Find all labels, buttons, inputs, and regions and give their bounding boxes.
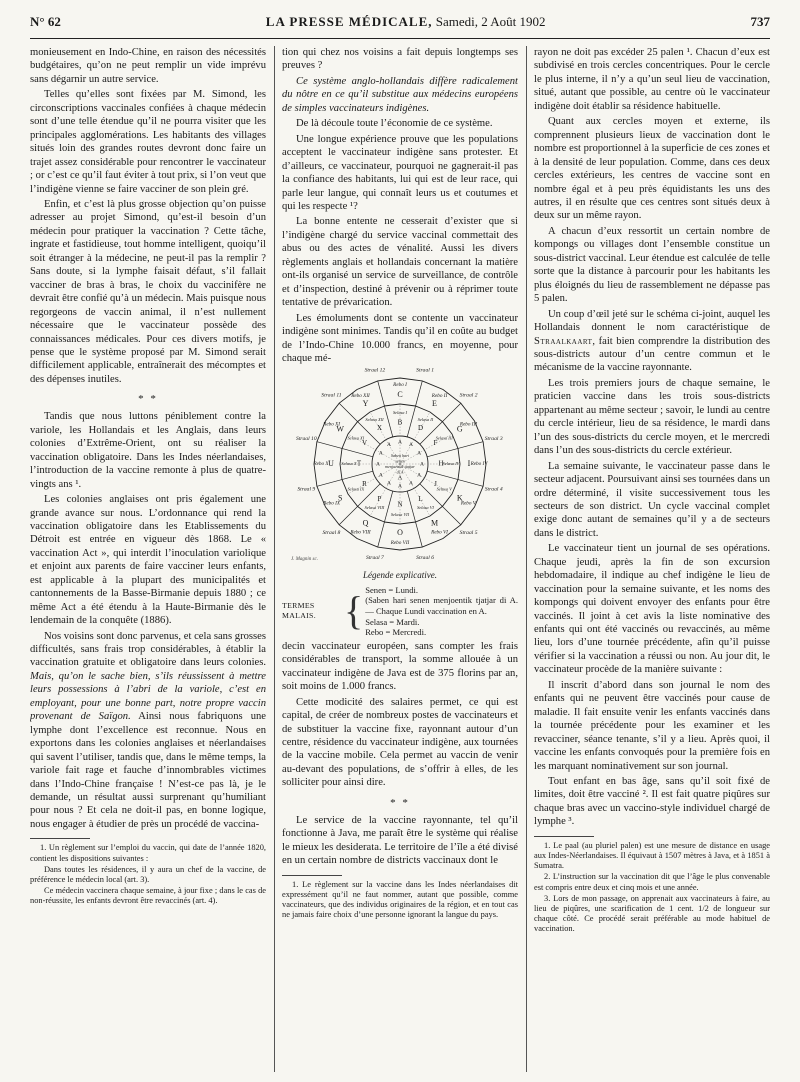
legend-title: Légende explicative. xyxy=(363,570,437,581)
outer-district-letter: Q xyxy=(362,519,369,529)
straalkaart-diagram xyxy=(285,368,515,568)
paragraph: monieusement en Indo-Chine, en raison des nécessités budgétaires, qu’on ne peut remplir un vide imprévu sans dégarnir un autre service. xyxy=(30,47,266,85)
straal-label: Straal 10 xyxy=(295,436,317,443)
outer-district-letter: O xyxy=(397,528,403,538)
column-2 xyxy=(282,46,518,1072)
legend-label: TERMES MALAIS. xyxy=(282,600,316,621)
paragraph xyxy=(282,75,518,115)
straal-label: Straal 5 xyxy=(459,530,478,537)
outer-district-letter: I xyxy=(467,459,471,469)
paragraph: Le vaccinateur tient un journal de ses opérations. Chaque jeudi, après la fin de son excursion hebdomadaire, il indique au chef indigène le lieu de vaccination pour la semaine suivante, et les noms des kompongs qui doivent envoyer des enfants pour être vaccinés. Il joint à cet avis la liste nominative des enfants qui ont été vaccinés ou revaccinés, au même lieu, lors d’une tournée précédente, afin qu’il puisse vérifier si la vaccination a réussi ou non. Au jour dit, le vaccinateur procède de la manière suivante : xyxy=(534,543,770,676)
middle-district-letter: X xyxy=(376,424,383,433)
middle-district-day: Selasa V xyxy=(436,486,452,492)
legend-brace: { xyxy=(344,588,364,634)
outer-district-day: Rebo VIII xyxy=(350,530,371,537)
inner-letter: A xyxy=(378,450,383,457)
legend-item: Selasa = Mardi. xyxy=(365,616,420,627)
middle-district-day: Selasa XII xyxy=(365,417,384,423)
middle-district-day: Selasa VII xyxy=(390,512,410,518)
middle-district-day: Selasa XI xyxy=(347,435,365,441)
outer-district-letter: K xyxy=(456,493,463,503)
text-run: , fait bien comprendre la distribution des sous-districts autour d’un centre commun et le mécanisme de la vaccine rayonnante. xyxy=(534,335,770,374)
paragraph: Enfin, et c’est là plus grosse objection qu’on puisse adresser au projet Simond, qu’est-il besoin d’un médecin pour pratiquer la vaccination ? Cette tâche, ingrate et fastidieuse, tout homme intelligent, quoiqu’il soit étranger à la médecine, ne peut-il pas la remplir ? Sans doute, si la lymphe faisait défaut, s’il fallait vacciner de bras à bras, le choix du vaccinifère ne devrait être confié qu’à un médecin. Mais puisque nous regorgeons de vaccin animal, il n’est nullement nécessaire que le vaccinateur possède des connaissances médicales. Pour ces divers motifs, je pense que le système proposé par M. Simond serait difficilement applicable, entraînerait des mécomptes et des dépenses inutiles. xyxy=(30,198,266,385)
middle-district-letter: N xyxy=(397,501,403,510)
italic-run: Ce système anglo-hollandais diffère radicalement du nôtre en ce qu’il substitue aux médecins européens de simples vaccinateurs indigènes. xyxy=(282,75,518,114)
paragraph: Telles qu’elles sont fixées par M. Simond, les circonscriptions vaccinales confiées à chaque médecin sont d’une telle étendue qu’il ne pourra visiter que les principales agglomérations. Les habitants des villages situés loin des grandes routes devront donc faire un trajet assez considérable pour rencontrer le vaccinateur ; or c’est ce qu’il faut éviter à tout prix, si l’on veut que l’indigène vienne se faire vacciner de son plein gré. xyxy=(30,89,266,195)
paragraph: La bonne entente ne cesserait d’exister que si l’indigène chargé du service vaccinal commettait des abus ou des actes de vénalité. Aussi les divers règlements anglais et hollandais concernant la matière ont-ils organisé un service de surveillance, de contrôle et d’inspection, destiné à prévenir ou à réprimer toute tentative de prévarication. xyxy=(282,216,518,309)
outer-district-day: Rebo XII xyxy=(351,393,370,400)
straal-label: Straal 3 xyxy=(484,436,503,443)
section-separator: * * xyxy=(138,393,158,406)
outer-district-letter: W xyxy=(336,424,344,434)
page-number: 737 xyxy=(750,14,770,29)
middle-district-letter: V xyxy=(361,439,368,448)
paragraph xyxy=(30,630,266,832)
middle-district-day: Selasa I xyxy=(392,410,408,416)
middle-district-letter: L xyxy=(418,495,423,504)
footnote: 1. Le paal (au pluriel palen) est une mesure de distance en usage aux Indes-Néerlandaises. Il équivaut à 1507 mètres à Java, et à 1851 à Sumatra. xyxy=(534,840,770,871)
inner-letter: A xyxy=(398,439,402,446)
outer-district-letter: C xyxy=(397,390,403,400)
outer-district-day: Rebo III xyxy=(459,422,477,429)
text-run: Nos voisins sont donc parvenus, et cela sans grosses difficultés, sans frais trop considérables, à établir la vaccination gratuite et obligatoire dans leurs colonies. xyxy=(30,630,266,669)
inner-letter: A xyxy=(376,461,380,468)
paragraph xyxy=(534,308,770,375)
outer-district-day: Rebo IX xyxy=(323,501,341,508)
inner-letter: A xyxy=(387,442,391,449)
text-run: Un coup d’œil jeté sur le schéma ci-joint, auquel les Hollandais donnent le nom caractéristique de xyxy=(534,308,770,334)
issue-date: Samedi, 2 Août 1902 xyxy=(435,14,546,29)
footnote-rule xyxy=(534,836,594,837)
outer-district-day: Rebo VI xyxy=(431,530,448,537)
inner-letter: A xyxy=(398,483,402,490)
inner-letter: A xyxy=(409,480,413,487)
outer-district-letter: Y xyxy=(362,399,369,409)
outer-district-letter: E xyxy=(432,399,437,409)
legend-item: Rebo = Mercredi. xyxy=(365,627,427,638)
center-text: Saben hari xyxy=(390,453,410,459)
middle-district-day: Selasa VIII xyxy=(364,505,385,511)
footnote-rule xyxy=(282,875,342,876)
footnote: 1. Le règlement sur la vaccine dans les Indes néerlandaises dit expressément qu’il ne faut nommer, autant que possible, comme vaccinateurs, que des individus originaires de la région, et en tout cas ne jamais faire choix d’une personne ignorant la langue du pays. xyxy=(282,879,518,920)
column-3 xyxy=(534,46,770,1072)
straal-label: Straal 11 xyxy=(321,393,342,400)
journal-title: LA PRESSE MÉDICALE, xyxy=(265,14,433,29)
middle-district-day: Selasa IV xyxy=(442,461,460,467)
outer-district-letter: U xyxy=(328,459,334,469)
straalkaart-figure xyxy=(282,368,518,637)
italic-run: Mais, qu’on le sache bien, s’ils réussissent à mettre leurs possessions à l’abri de la variole, c’est en employant, pour une bonne part, notre propre vaccin provenant de Saïgon. xyxy=(30,670,266,723)
middle-district-letter: J xyxy=(434,480,437,489)
straal-label: Straal 12 xyxy=(364,368,386,375)
center-letter: A xyxy=(397,474,403,482)
paragraph: Une longue expérience prouve que les populations acceptent le vaccinateur indigène sans protester. Et d’ailleurs, ce vaccinateur, pourquoi ne gagnerait-il pas la confiance des habitants, lui qui est de leur race, qui parle leur langue, qui connaît leurs us et coutumes et qui les respecte ¹? xyxy=(282,133,518,212)
legend xyxy=(282,585,518,638)
paragraph: Le service de la vaccine rayonnante, tel qu’il fonctionne à Java, me paraît être le système qui réalise le mieux les desiderata. Le territoire de l’île a été divisé en un certain nombre de districts vaccinaux dont le xyxy=(282,814,518,867)
footnote: 2. L’instruction sur la vaccination dit que l’âge le plus convenable est compris entre deux et cinq mois et une année. xyxy=(534,872,770,892)
legend-item: Senen = Lundi. xyxy=(365,584,419,595)
column-rule xyxy=(526,46,527,1072)
paragraph: Les trois premiers jours de chaque semaine, le praticien vaccine dans les trois sous-districts appartenant au même secteur ; savoir, le lundi au centre du cercle intérieur, lieu de sa résidence, le mardi dans l’un des sous-districts du cercle moyen, et le mercredi dans l’un des sous-districts du cercle extérieur. xyxy=(534,377,770,457)
paragraph: Les colonies anglaises ont pris également une grande avance sur nous. L’ordonnance qui rend la vaccination obligatoire dans les Etablissements du Détroit est entrée en vigueur dès 1868. Le « vaccination Act », qui interdit l’inoculation variolique et enjoint aux parents de faire vacciner leurs enfants, est applicable à la plupart des municipalités et cantonnements de la Basse-Birmanie depuis 1880 ; ce même Act a été étendu à la Haute-Birmanie dès le lendemain de la conquête (1886). xyxy=(30,494,266,627)
straal-label: Straal 1 xyxy=(416,368,435,375)
engraver-credit: J. Magnin sc. xyxy=(291,557,318,563)
paragraph: rayon ne doit pas excéder 25 palen ¹. Chacun d’eux est subdivisé en trois cercles concentriques. Pour le cercle le plus interne, il n’y a qu’un seul lieu de vaccination, situé, autant que possible, au centre où le vaccinateur indigène doit établir sa résidence habituelle. xyxy=(534,47,770,112)
paragraph: De là découle toute l’économie de ce système. xyxy=(296,118,493,130)
middle-district-day: Selasa VI xyxy=(417,505,434,511)
paragraph: Quant aux cercles moyen et externe, ils comprennent plusieurs lieux de vaccination dont le nombre est proportionnel à la superficie de ces zones et à la densité de leur population. Comme, dans ces deux cercles extérieurs, les centres de vaccine sont en nombre égal et à peu près équidistants les uns des autres, il en résulte que ces centres sont situés deux à deux sur un même rayon. xyxy=(534,116,770,222)
middle-district-letter: F xyxy=(433,439,438,448)
outer-district-day: Rebo IV xyxy=(470,461,488,468)
straal-label: Straal 4 xyxy=(484,486,503,493)
paragraph: Les émoluments dont se contente un vaccinateur indigène sont minimes. Tandis qu’il en coûte au budget de l’Indo-Chine 10.000 francs, en moyenne, pour chaque mé- xyxy=(282,312,518,364)
straal-label: Straal 7 xyxy=(365,555,384,562)
footnote: Ce médecin vaccinera chaque semaine, à jour fixe ; dans le cas de non-réussite, les enfants devront être revaccinés (art. 4). xyxy=(30,886,266,906)
paragraph: La semaine suivante, le vaccinateur passe dans le secteur adjacent. Poursuivant ainsi ses tournées dans un ordre déterminé, il visite successivement tous les secteurs de son district. Un cycle vaccinal complet exige donc autant de semaines qu’il y a de secteurs dans le district. xyxy=(534,460,770,539)
column-rule xyxy=(274,46,275,1072)
outer-district-day: Rebo XI xyxy=(323,422,341,429)
middle-district-letter: P xyxy=(377,495,382,504)
inner-letter: A xyxy=(420,461,424,468)
paragraph: Cette modicité des salaires permet, ce qui est capital, de créer de nombreux postes de vaccinateurs et de substituer la vaccine fixe, rayonnant autour d’un centre, résidence du vaccinateur indigène, aux tournées de la vaccine mobile. Cela permet au vaccin de venir au-devant des populations, de s’offrir à elles, de les solliciter pour ainsi dire. xyxy=(282,696,518,789)
small-caps-run: Straalkaart xyxy=(534,335,593,347)
inner-letter: A xyxy=(409,442,413,449)
inner-letter: A xyxy=(378,472,383,479)
paragraph: tion qui chez nos voisins a fait depuis longtemps ses preuves ? xyxy=(282,47,518,72)
center-text: di A xyxy=(396,469,404,475)
middle-district-day: Selasa X xyxy=(341,461,357,467)
middle-district-letter: H xyxy=(438,460,444,469)
straal-label: Straal 6 xyxy=(416,555,435,562)
paragraph: decin vaccinateur européen, sans compter les frais considérables de transport, la somme allouée à un vaccinateur indigène de Java est de 375 florins par an, soit moins de 1.000 francs. xyxy=(282,640,518,693)
center-text: menjoentik tjatjar xyxy=(385,464,415,470)
paragraph: Tout enfant en bas âge, sans qu’il soit fixé de limites, doit être vacciné ². Il est fait quatre piqûres sur chaque bras avec un vaccino-style individuel chargé de lymphe ³. xyxy=(534,776,770,828)
center-text: senen xyxy=(395,458,405,464)
legend-items xyxy=(365,585,518,638)
middle-district-letter: T xyxy=(356,460,362,469)
middle-district-day: Selasa II xyxy=(417,417,434,423)
outer-district-day: Rebo V xyxy=(460,501,476,508)
page-header xyxy=(30,14,770,39)
outer-district-letter: M xyxy=(430,519,439,529)
straal-label: Straal 2 xyxy=(459,393,478,400)
inner-letter: A xyxy=(417,472,422,479)
outer-district-letter: G xyxy=(456,424,463,434)
outer-district-day: Rebo X xyxy=(313,461,329,468)
straal-label: Straal 8 xyxy=(322,530,341,537)
middle-district-day: Selasa III xyxy=(435,435,453,441)
footnote-rule xyxy=(30,838,90,839)
footnote: 3. Lors de mon passage, on apprenait aux vaccinateurs à faire, au lieu de piqûres, une scarification de 1 cent. 1/2 de longueur sur chaque côté. Ce procédé serait préférable au mode habituel de vaccination. xyxy=(534,893,770,934)
issue-number: N° 62 xyxy=(30,14,61,29)
outer-district-day: Rebo VII xyxy=(390,540,410,547)
middle-district-day: Selasa IX xyxy=(347,486,365,492)
middle-district-letter: R xyxy=(362,480,367,489)
column-1 xyxy=(30,46,266,1072)
inner-letter: A xyxy=(387,480,391,487)
paragraph: Tandis que nous luttons péniblement contre la variole, les Hollandais et les Anglais, dans leurs colonies d’Extrême-Orient, ont su réaliser la vaccination obligatoire. Dans les Indes néerlandaises, l’introduction de la vaccine remonte à plus de quatre-vingts ans ¹. xyxy=(30,411,266,490)
legend-item: (Saben hari senen menjoentik tjatjar di A. — Chaque Lundi vaccination en A. xyxy=(365,595,518,617)
section-separator: * * xyxy=(390,796,410,809)
paragraph: Il inscrit d’abord dans son journal le nom des enfants qui ne peuvent être vaccinés pour cause de maladie. Il fait ensuite venir les enfants vaccinés dans la tournée précédente pour les examiner et les revacciner, séance tenante, s’il y a lieu. Après quoi, il vaccine les enfants convoqués pour la première fois en les marquant nominativement sur son journal. xyxy=(534,679,770,772)
outer-district-day: Rebo I xyxy=(393,382,407,389)
footnote: 1. Un règlement sur l’emploi du vaccin, qui date de l’année 1820, contient les dispositions suivantes : xyxy=(30,843,266,863)
middle-district-letter: B xyxy=(397,419,403,428)
footnote: Dans toutes les résidences, il y aura un chef de la vaccine, de préférence le médecin local (art. 3). xyxy=(30,864,266,884)
middle-district-letter: D xyxy=(417,424,424,433)
paragraph: A chacun d’eux ressortit un certain nombre de kompongs ou villages dont l’ensemble constitue un sous-district vaccinal. Leur étendue est calculée de telle sorte que la distance à parcourir pour les habitants les plus éloignés du lieu de rassemblement ne dépasse pas 5 palen. xyxy=(534,225,770,305)
inner-letter: A xyxy=(417,450,422,457)
straal-label: Straal 9 xyxy=(297,486,316,493)
outer-district-day: Rebo II xyxy=(431,393,448,400)
outer-district-letter: S xyxy=(337,493,343,503)
journal-title-line xyxy=(266,14,546,30)
text-run: Ainsi nous fabriquons une lymphe dont l’excellence est reconnue. Nous en exportons dans les colonies anglaises et néerlandaises qui savent l’utiliser, tandis que, dans le même temps, la variole fait rage et fauche d’innombrables victimes dans l’Indo-Chine française ! N’est-ce pas là, je le demande, un résultat aussi surprenant qu’humiliant pour nous ? Et cela ne doit-il pas, en bonne logique, nous engager à étudier de près un procédé de vaccina- xyxy=(30,711,266,830)
